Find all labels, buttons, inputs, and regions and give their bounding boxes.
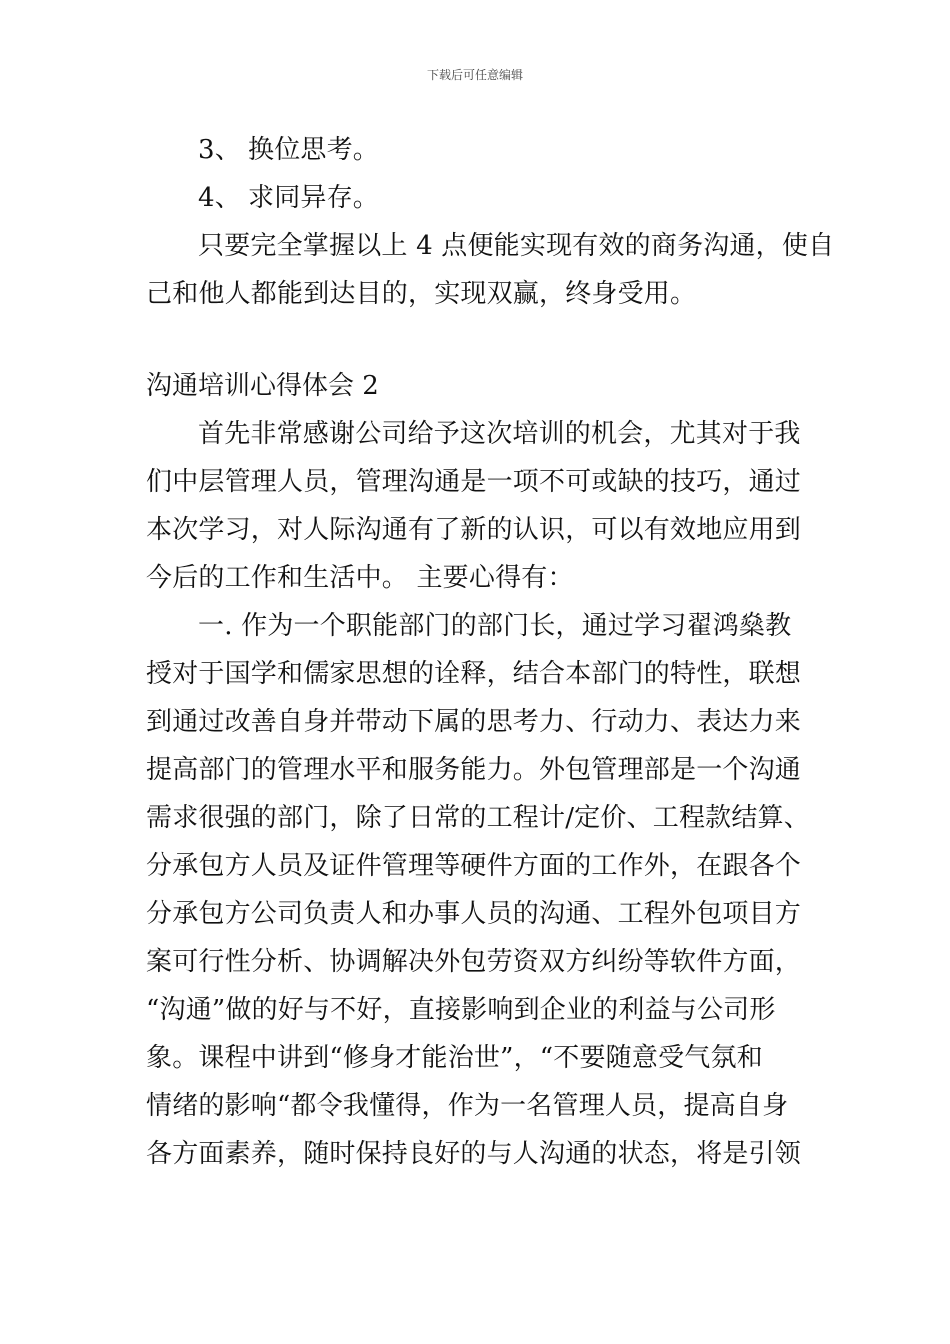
section-title: 沟通培训心得体会 2 [146,371,379,401]
summary-line: 己和他人都能到达目的，实现双赢，终身受用。 [146,279,697,309]
paragraph-line: “沟通”做的好与不好，直接影响到企业的利益与公司形 [146,995,776,1025]
paragraph-line: 一. 作为一个职能部门的部门长，通过学习翟鸿燊教 [198,611,792,641]
list-item [146,174,810,222]
paragraph-line: 提高部门的管理水平和服务能力。外包管理部是一个沟通 [146,755,802,785]
paragraph-line: 首先非常感谢公司给予这次培训的机会，尤其对于我 [198,419,801,449]
list-item-text: 求同异存。 [248,183,380,213]
paragraph-line: 情绪的影响“都令我懂得，作为一名管理人员，提高自身 [146,1091,789,1121]
list-item-number: 4、 [198,183,241,213]
list-item-text: 换位思考。 [248,135,380,165]
paragraph-line: 象。课程中讲到“修身才能治世”，“不要随意受气氛和 [146,1043,763,1073]
paragraph-line: 们中层管理人员，管理沟通是一项不可或缺的技巧，通过 [146,467,802,497]
paragraph-line: 授对于国学和儒家思想的诠释，结合本部门的特性，联想 [146,659,802,689]
paragraph-line: 分承包方公司负责人和办事人员的沟通、工程外包项目方 [146,899,802,929]
paragraph-line: 需求很强的部门，除了日常的工程计/定价、工程款结算、 [146,803,810,833]
list-item [146,126,810,174]
paragraph-line: 今后的工作和生活中。 主要心得有： [146,563,574,593]
paragraph-line: 本次学习，对人际沟通有了新的认识，可以有效地应用到 [146,515,802,545]
summary-line: 只要完全掌握以上 4 点便能实现有效的商务沟通，使自 [198,231,835,261]
paragraph-line: 到通过改善自身并带动下属的思考力、行动力、表达力来 [146,707,802,737]
paragraph-line: 各方面素养，随时保持良好的与人沟通的状态，将是引领 [146,1139,802,1169]
document-body [146,126,835,1178]
page-header-note: 下载后可任意编辑 [426,68,523,82]
list-item-number: 3、 [198,135,241,165]
paragraph-line: 分承包方人员及证件管理等硬件方面的工作外，在跟各个 [146,851,802,881]
paragraph-line: 案可行性分析、协调解决外包劳资双方纠纷等软件方面， [146,947,802,977]
section-spacer [146,318,810,362]
